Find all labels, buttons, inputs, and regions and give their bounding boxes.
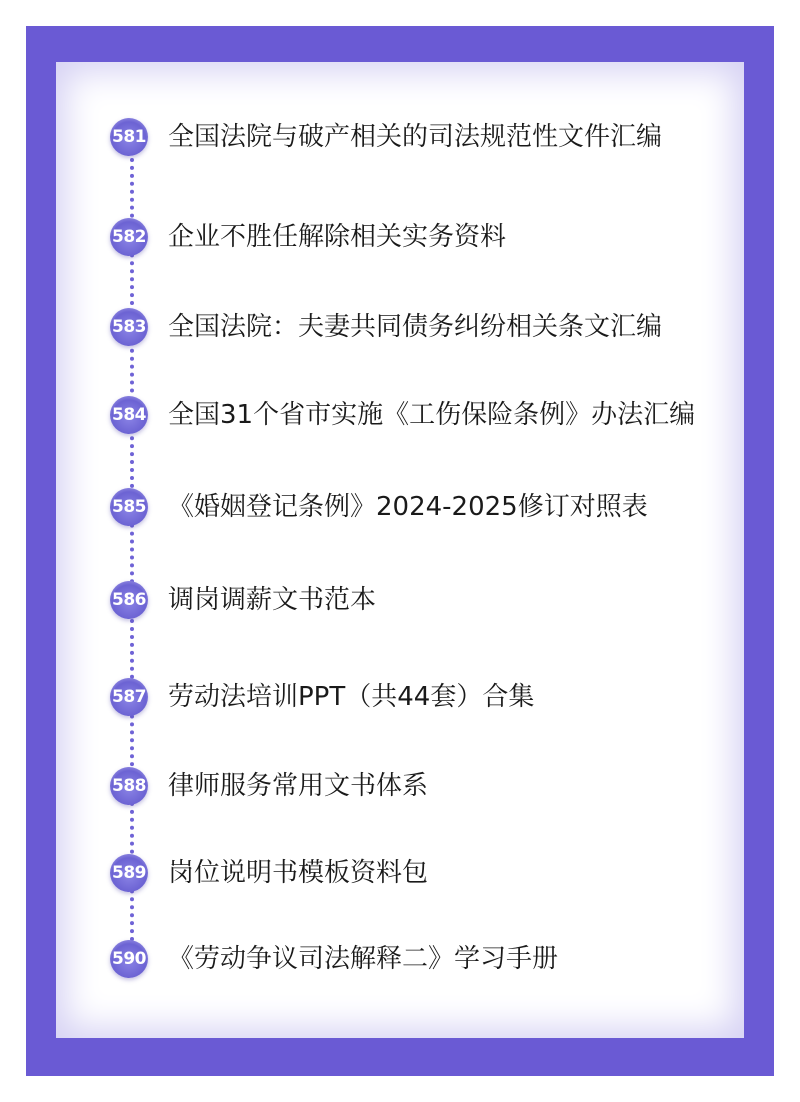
number-badge-icon [110,488,148,526]
item-number: 581 [112,127,146,147]
number-badge-icon [110,854,148,892]
content-panel [56,62,744,1038]
number-badge-icon [110,581,148,619]
number-badge-icon [110,940,148,978]
number-badge-icon [110,767,148,805]
item-title: 《劳动争议司法解释二》学习手册 [168,944,559,974]
item-number: 585 [112,497,146,517]
number-badge-icon [110,678,148,716]
item-number: 582 [112,227,146,247]
number-badge-icon [110,218,148,256]
item-number: 587 [112,687,146,707]
item-title: 《婚姻登记条例》2024-2025修订对照表 [168,492,648,522]
item-title: 全国法院与破产相关的司法规范性文件汇编 [168,122,663,152]
item-title: 调岗调薪文书范本 [168,585,377,615]
number-badge-icon [110,308,148,346]
timeline-line [130,150,134,950]
item-number: 589 [112,863,146,883]
item-number: 583 [112,317,146,337]
item-title: 劳动法培训PPT（共44套）合集 [168,682,535,712]
item-title: 律师服务常用文书体系 [168,771,429,801]
item-number: 590 [112,949,146,969]
number-badge-icon [110,118,148,156]
item-number: 588 [112,776,146,796]
number-badge-icon [110,396,148,434]
item-title: 全国法院：夫妻共同债务纠纷相关条文汇编 [168,312,663,342]
item-title: 企业不胜任解除相关实务资料 [168,222,507,252]
item-number: 584 [112,405,146,425]
item-number: 586 [112,590,146,610]
item-title: 岗位说明书模板资料包 [168,858,429,888]
item-title: 全国31个省市实施《工伤保险条例》办法汇编 [168,400,696,430]
